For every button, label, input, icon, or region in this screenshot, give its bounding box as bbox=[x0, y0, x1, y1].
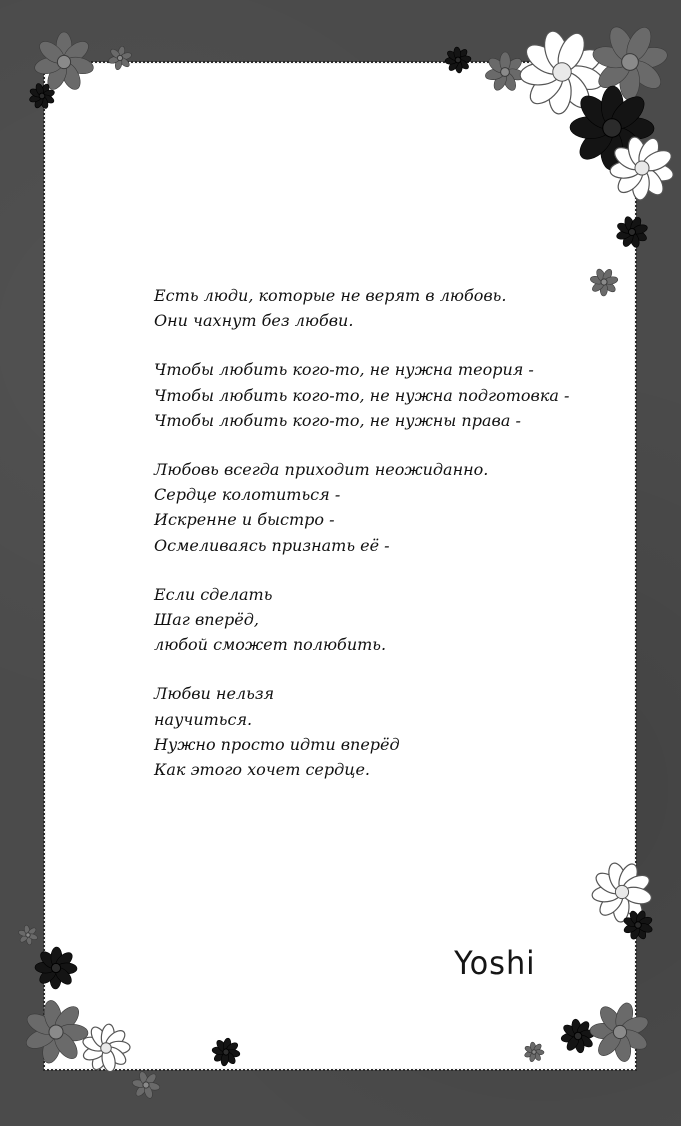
dark-flower-icon bbox=[210, 1036, 242, 1068]
dark-flower-icon bbox=[27, 81, 57, 111]
dark-flower-icon bbox=[443, 45, 473, 75]
poem-line: Они чахнут без любви. bbox=[154, 311, 354, 331]
dark-flower-icon bbox=[33, 945, 79, 991]
poem bbox=[154, 283, 604, 806]
signature: Yoshi bbox=[454, 944, 536, 982]
gray-flower-icon bbox=[130, 1069, 162, 1101]
gray-flower-icon bbox=[588, 1000, 652, 1064]
poem-line: Осмеливаясь признать её - bbox=[154, 535, 390, 555]
poem-line: Шаг вперёд, bbox=[154, 610, 259, 630]
poem-line: Чтобы любить кого-то, не нужна теория - bbox=[154, 360, 534, 380]
poem-line: Нужно просто идти вперёд bbox=[154, 734, 400, 754]
poem-line: Любви нельзя bbox=[154, 684, 275, 704]
stanza-4 bbox=[154, 582, 604, 658]
gray-flower-icon bbox=[588, 266, 620, 298]
stanza-5 bbox=[154, 681, 604, 782]
poem-line: Сердце колотиться - bbox=[154, 485, 341, 505]
stanza-2 bbox=[154, 357, 604, 433]
poem-line: Любовь всегда приходит неожиданно. bbox=[154, 460, 489, 480]
poem-line: научиться. bbox=[154, 709, 253, 729]
daisy-flower-icon bbox=[80, 1022, 132, 1074]
poem-line: Искренне и быстро - bbox=[154, 510, 335, 530]
poem-line: Если сделать bbox=[154, 584, 273, 604]
poem-line: Чтобы любить кого-то, не нужна подготовка - bbox=[154, 385, 570, 405]
daisy-flower-icon bbox=[608, 134, 676, 202]
poem-line: любой сможет полюбить. bbox=[154, 635, 387, 655]
gray-flower-icon bbox=[16, 923, 40, 947]
poem-line: Чтобы любить кого-то, не нужны права - bbox=[154, 410, 521, 430]
stanza-1 bbox=[154, 283, 604, 333]
dark-flower-icon bbox=[614, 214, 650, 250]
stanza-3 bbox=[154, 457, 604, 558]
dark-flower-icon bbox=[621, 908, 655, 942]
poem-line: Есть люди, которые не верят в любовь. bbox=[154, 286, 507, 305]
poem-line: Как этого хочет сердце. bbox=[154, 760, 370, 780]
gray-flower-icon bbox=[522, 1040, 546, 1064]
gray-flower-icon bbox=[106, 44, 134, 72]
